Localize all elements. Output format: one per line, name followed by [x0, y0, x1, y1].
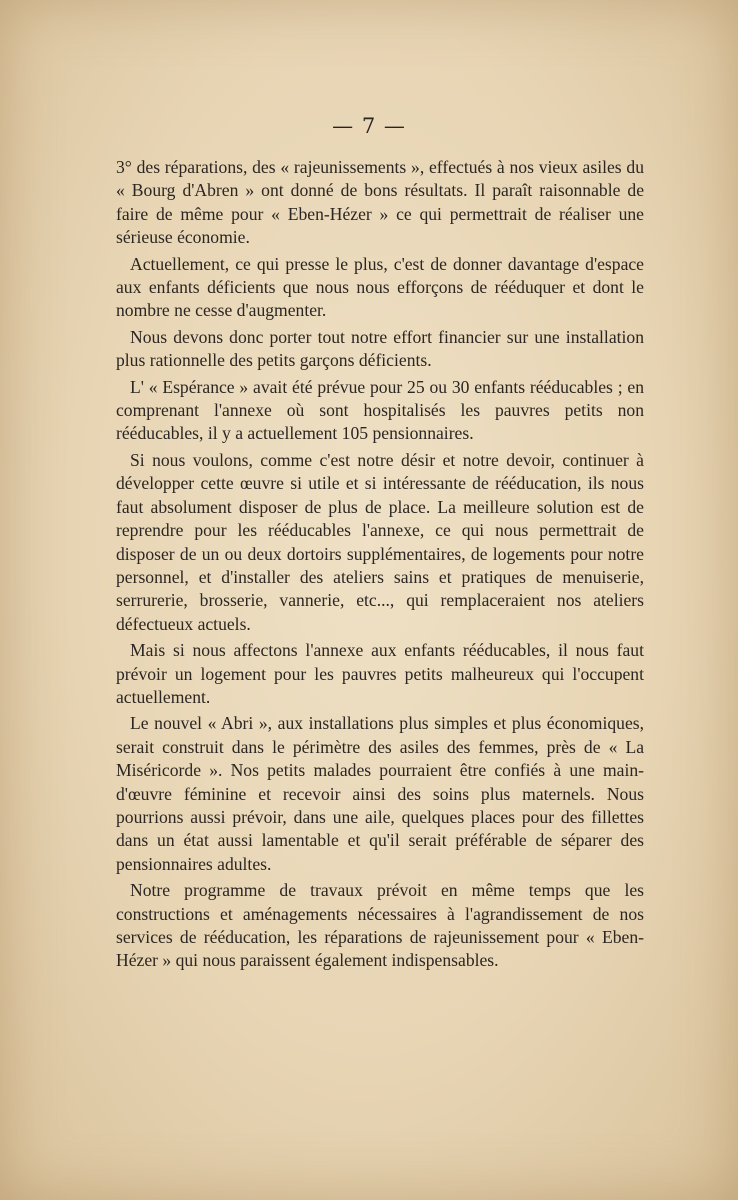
body-text	[116, 156, 644, 976]
paragraph-4: L' « Espérance » avait été prévue pour 25 ou 30 enfants rééducables ; en comprenant l'annexe où sont hospitalisés les pauvres petits non rééducables, il y a actuellement 105 pensionnaires.	[116, 376, 644, 444]
paragraph-6: Mais si nous affectons l'annexe aux enfants rééducables, il nous faut prévoir un logement pour les pauvres petits malheureux qui l'occupent actuellement.	[116, 640, 644, 707]
paragraph-5: Si nous voulons, comme c'est notre désir et notre devoir, continuer à développer cette œuvre si utile et si intéressante de rééducation, ils nous faut absolument disposer de plus de place. La meilleure solution est de reprendre pour les rééducables l'annexe, ce qui nous permettrait de disposer de un ou deux dortoirs supplémentaires, de logements pour notre personnel, et d'installer des ateliers sains et pratiques de menuiserie, serrurerie, brosserie, vannerie, etc..., qui remplaceraient nos ateliers défectueux actuels.	[116, 449, 644, 634]
paragraph-3: Nous devons donc porter tout notre effort financier sur une installation plus rationnelle des petits garçons déficients.	[116, 326, 644, 371]
page-number: — 7 —	[332, 114, 406, 138]
paragraph-2: Actuellement, ce qui presse le plus, c'est de donner davantage d'espace aux enfants déficients que nous nous efforçons de rééduquer et dont le nombre ne cesse d'augmenter.	[116, 253, 644, 321]
paragraph-7: Le nouvel « Abri », aux installations plus simples et plus économiques, serait construit dans le périmètre des asiles des femmes, près de « La Miséricorde ». Nos petits malades pourraient être confiés à une main-d'œuvre féminine et recevoir ainsi des soins plus maternels. Nous pourrions aussi prévoir, dans une aile, quelques places pour des fillettes dans un état aussi lamentable et qu'il serait préférable de séparer des pensionnaires adultes.	[116, 713, 644, 874]
paragraph-1: 3° des réparations, des « rajeunissements », effectués à nos vieux asiles du « Bourg d'Abren » ont donné de bons résultats. Il paraît raisonnable de faire de même pour « Eben-Hézer » ce qui permettrait de réaliser une sérieuse économie.	[116, 157, 644, 248]
paragraph-8: Notre programme de travaux prévoit en même temps que les constructions et aménagements nécessaires à l'agrandissement de nos services de rééducation, les réparations de rajeunissement pour « Eben-Hézer » qui nous paraissent également indispensables.	[116, 880, 644, 971]
